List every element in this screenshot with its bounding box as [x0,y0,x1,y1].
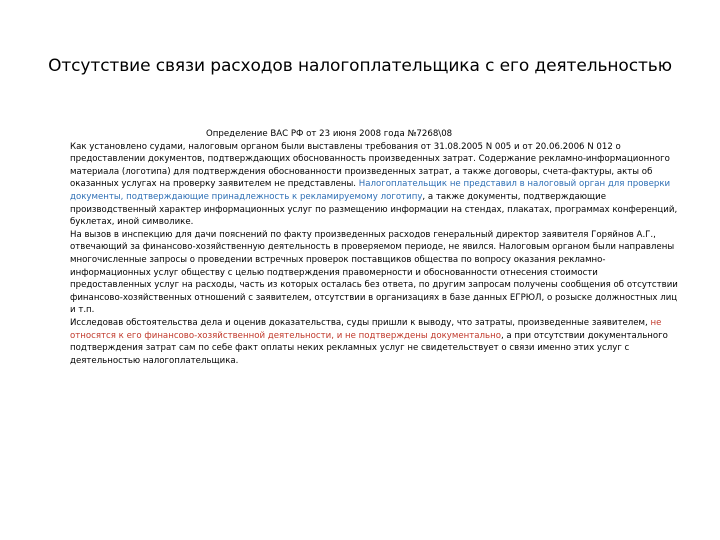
paragraph-2: На вызов в инспекцию для дачи пояснений по факту произведенных расходов генеральный директор заявителя Горяйнов А.Г., отвечающий за финансово-хозяйственную деятельность в проверяемом периоде, не явился. Налоговым органом были направлены многочисленные запросы о проведении встречных проверок поставщиков общества по вопросу оказания рекламно-информационных услуг обществу с целью подтверждения правомерности и обоснованности отнесения стоимости предоставленных услуг на расходы, часть из которых осталась без ответа, по другим запросам получены сообщения об отсутствии финансово-хозяйственных отношений с заявителем, отсутствии в организациях в базе данных ЕГРЮЛ, о розыске должностных лиц и т.п. [70,229,678,316]
paragraph-3-text-cont: , а при отсутствии документального подтверждения затрат сам по себе факт оплаты неких рекламных услуг не свидетельствует о связи именно этих услуг с деятельностью налогоплательщика. [70,330,668,366]
paragraph-1 [70,141,680,229]
ruling-heading: Определение ВАС РФ от 23 июня 2008 года №7268\08 [206,129,453,139]
paragraph-3-highlight: не относятся к его финансово-хозяйственной деятельности, и не подтверждены документально [70,317,662,341]
slide-title: Отсутствие связи расходов налогоплательщика с его деятельностью [48,56,672,76]
paragraph-1-text: Как установлено судами, налоговым органом были выставлены требования от 31.08.2005 N 005 и от 20.06.2006 N 012 о предоставлении документов, подтверждающих обоснованность произведенных затрат. Содержание рекламно-информационного материала (логотипа) для подтверждения обоснованности произведенных затрат, а также договоры, счета-фактуры, акты об оказанных услугах на проверку заявителем не представлены. [70,141,670,190]
paragraph-1-text-cont: , а также документы, подтверждающие производственный характер информационных услуг по размещению информации на стендах, плакатах, программах конференций, буклетах, иной символике. [70,191,678,228]
paragraph-3-text: Исследовав обстоятельства дела и оценив доказательства, суды пришли к выводу, что затраты, произведенные заявителем, [70,317,651,328]
paragraph-1-highlight: Налогоплательщик не представил в налоговый орган для проверки документы, подтверждающие принадлежность к рекламируемому логотипу [70,179,671,202]
paragraph-3 [70,317,680,367]
slide-body [70,128,680,367]
